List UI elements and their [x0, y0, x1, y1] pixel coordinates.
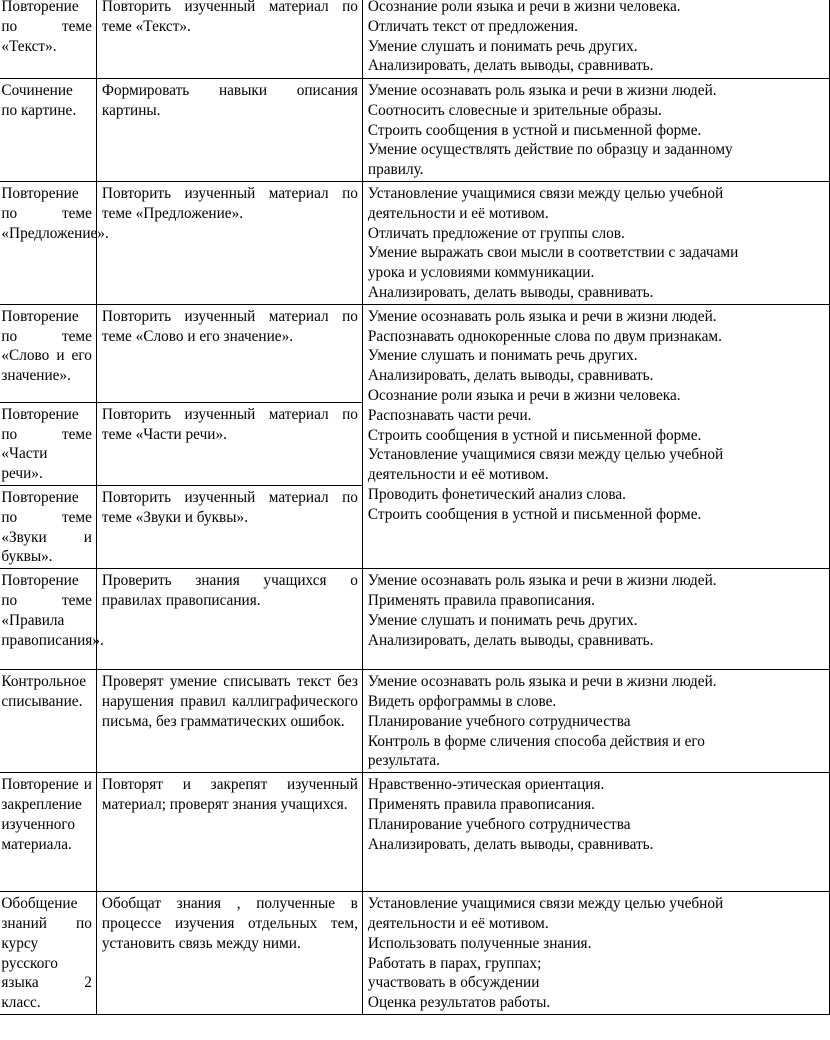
table-row: [0, 670, 830, 773]
skill-line: Умение выражать свои мысли в соответствии с задачами: [367, 244, 739, 262]
lesson-goal: Повторить изученный материал по теме «Текст».: [96, 0, 362, 79]
skill-line: Применять правила правописания.: [367, 795, 596, 813]
skill-line: Строить сообщения в устной и письменной форме.: [367, 505, 702, 523]
skill-line: Строить сообщения в устной и письменной форме.: [367, 426, 702, 444]
skill-line: Планирование учебного сотрудничества: [367, 815, 631, 833]
lesson-skills: [362, 670, 829, 773]
lesson-skills: [362, 79, 829, 182]
skill-line: Использовать полученные знания.: [367, 934, 592, 952]
skill-line: Осознание роли языка и речи в жизни человека.: [367, 386, 681, 404]
skill-line: Анализировать, делать выводы, сравнивать.: [367, 631, 654, 649]
skill-line: Осознание роли языка и речи в жизни человека.: [367, 0, 681, 15]
lesson-topic: Повторение по теме «Предложение».: [0, 181, 96, 304]
skill-line: Умение осознавать роль языка и речи в жизни людей.: [367, 82, 717, 99]
skill-line: Анализировать, делать выводы, сравнивать.: [367, 835, 654, 853]
lesson-goal: Обобщат знания , полученные в процессе изучения отдельных тем, установить связь между ними.: [96, 892, 362, 1015]
skill-line: Нравственно-этическая ориентация.: [367, 776, 605, 794]
skill-line: Отличать текст от предложения.: [367, 17, 578, 35]
skill-line: Проводить фонетический анализ слова.: [367, 485, 627, 503]
lesson-skills: [362, 0, 829, 79]
skill-line: Анализировать, делать выводы, сравнивать.: [367, 57, 654, 75]
skill-line: результата.: [367, 752, 441, 770]
table-row: [0, 892, 830, 1015]
skill-line: Умение осознавать роль языка и речи в жизни людей.: [367, 572, 717, 590]
lesson-goal: Повторить изученный материал по теме «Предложение».: [96, 181, 362, 304]
lesson-goal: Повторить изученный материал по теме «Слово и его значение».: [96, 304, 362, 402]
lesson-goal: Повторить изученный материал по теме «Звуки и буквы».: [96, 485, 362, 568]
lesson-skills: [362, 304, 829, 568]
lesson-skills: [362, 181, 829, 304]
skill-line: Анализировать, делать выводы, сравнивать.: [367, 367, 654, 385]
lesson-topic: Повторение по теме «Звуки и буквы».: [0, 485, 96, 568]
skill-line: Планирование учебного сотрудничества: [367, 712, 631, 730]
lesson-goal: Формировать навыки описания картины.: [96, 79, 362, 182]
skill-line: участвовать в обсуждении: [367, 974, 540, 992]
skill-line: Умение слушать и понимать речь других.: [367, 347, 638, 365]
skill-line: Контроль в форме сличения способа действия и его: [367, 732, 705, 750]
lesson-skills: [362, 569, 829, 670]
lesson-goal: Проверят умение списывать текст без нарушения правил каллиграфического письма, без грамматических ошибок.: [96, 670, 362, 773]
skill-line: Оценка результатов работы.: [367, 994, 551, 1012]
skill-line: деятельности и её мотивом.: [367, 466, 549, 484]
skill-line: Умение слушать и понимать речь других.: [367, 37, 638, 55]
table-row: [0, 0, 830, 79]
lesson-topic: Обобщение знаний по курсу русского языка 2 класс.: [0, 892, 96, 1015]
lesson-skills: [362, 773, 829, 892]
table-row: [0, 569, 830, 670]
table-row: [0, 304, 830, 402]
skill-line: Отличать предложение от группы слов.: [367, 224, 625, 242]
lesson-topic: Повторение по теме «Слово и его значение».: [0, 304, 96, 402]
lesson-topic: Повторение по теме «Текст».: [0, 0, 96, 79]
skill-line: Установление учащимися связи между целью учебной: [367, 895, 724, 913]
skill-line: Строить сообщения в устной и письменной форме.: [367, 121, 702, 139]
skill-line: Применять правила правописания.: [367, 591, 596, 609]
table-row: [0, 181, 830, 304]
skill-line: деятельности и её мотивом.: [367, 914, 549, 932]
skill-line: Умение осознавать роль языка и речи в жизни людей.: [367, 307, 717, 325]
skill-line: Установление учащимися связи между целью учебной: [367, 184, 724, 202]
skill-line: правилу.: [367, 161, 424, 179]
skill-line: Установление учащимися связи между целью учебной: [367, 446, 724, 464]
skill-line: Умение осуществлять действие по образцу и заданному: [367, 141, 733, 159]
lesson-topic: Повторение по теме «Части речи».: [0, 402, 96, 485]
skill-line: Работать в парах, группах;: [367, 954, 542, 972]
lesson-goal: Повторить изученный материал по теме «Части речи».: [96, 402, 362, 485]
lesson-goal: Проверить знания учащихся о правилах правописания.: [96, 569, 362, 670]
skill-line: деятельности и её мотивом.: [367, 204, 549, 222]
lesson-topic: Повторение по теме «Правила правописания».: [0, 569, 96, 670]
lesson-topic: Сочинение по картине.: [0, 79, 96, 182]
skill-line: Видеть орфограммы в слове.: [367, 692, 557, 710]
skill-line: Умение осознавать роль языка и речи в жизни людей.: [367, 673, 717, 691]
skill-line: Распознавать части речи.: [367, 406, 532, 424]
skill-line: Распознавать однокоренные слова по двум признакам.: [367, 327, 722, 345]
lesson-topic: Контрольное списывание.: [0, 670, 96, 773]
skill-line: урока и условиями коммуникации.: [367, 264, 595, 282]
table-row: [0, 79, 830, 182]
skill-line: Анализировать, делать выводы, сравнивать.: [367, 283, 654, 301]
skill-line: Умение слушать и понимать речь других.: [367, 611, 638, 629]
lesson-goal: Повторят и закрепят изученный материал; проверят знания учащихся.: [96, 773, 362, 892]
skill-line: Соотносить словесные и зрительные образы.: [367, 101, 662, 119]
lesson-skills: [362, 892, 829, 1015]
lesson-topic: Повторение и закрепление изученного материала.: [0, 773, 96, 892]
table-row: [0, 773, 830, 892]
